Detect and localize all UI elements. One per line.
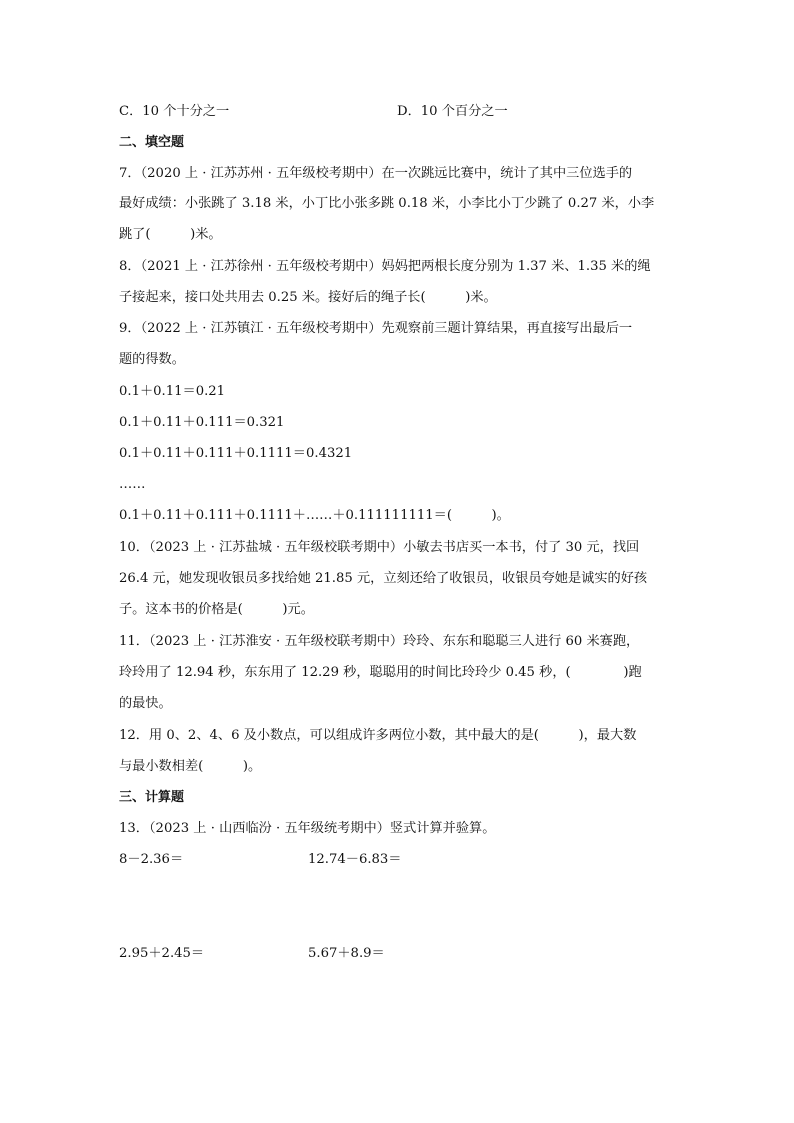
calc-problem-3: 2.95＋2.45＝ [119,946,205,961]
question-9-equation-1: 0.1＋0.11＝0.21 [119,384,226,399]
question-12-line-1: 12．用 0、2、4、6 及小数点，可以组成许多两位小数，其中最大的是( )，最大数 [119,728,637,743]
question-12-line-2: 与最小数相差( )。 [119,759,262,774]
question-11-line-1: 11．（2023 上 · 江苏淮安 · 五年级校联考期中）玲玲、东东和聪聪三人进行 60 米赛跑， [119,634,640,649]
question-7-line-1: 7．（2020 上 · 江苏苏州 · 五年级校考期中）在一次跳远比赛中，统计了其中三位选手的 [119,166,633,181]
question-9-line-1: 9．（2022 上 · 江苏镇江 · 五年级校考期中）先观察前三题计算结果，再直接写出最后一 [119,321,633,336]
question-7-line-2: 最好成绩：小张跳了 3.18 米，小丁比小张多跳 0.18 米，小李比小丁少跳了 0.27 米，小李 [119,196,655,211]
question-8-line-1: 8．（2021 上 · 江苏徐州 · 五年级校考期中）妈妈把两根长度分别为 1.37 米、1.35 米的绳 [119,259,651,274]
question-10-line-2: 26.4 元，她发现收银员多找给她 21.85 元，立刻还给了收银员，收银员夸她是诚实的好孩 [119,571,648,586]
option-c: C．10 个十分之一 [119,104,230,119]
question-10-line-3: 子。这本书的价格是( )元。 [119,602,314,617]
option-d: D．10 个百分之一 [397,104,508,119]
question-8-line-2: 子接起来，接口处共用去 0.25 米。接好后的绳子长( )米。 [119,290,497,305]
question-11-line-3: 的最快。 [119,696,172,711]
question-9-equation-4: 0.1＋0.11＋0.111＋0.1111＋……＋0.111111111＝( )。 [119,508,510,523]
question-11-line-2: 玲玲用了 12.94 秒，东东用了 12.29 秒，聪聪用的时间比玲玲少 0.45 秒，( )跑 [119,665,642,680]
question-9-equation-2: 0.1＋0.11＋0.111＝0.321 [119,415,285,430]
question-9-equation-3: 0.1＋0.11＋0.111＋0.1111＝0.4321 [119,446,353,461]
question-13-line-1: 13．（2023 上 · 山西临汾 · 五年级统考期中）竖式计算并验算。 [119,821,496,836]
question-9-line-2: 题的得数。 [119,352,185,367]
section-fill-in-blank-title: 二、填空题 [119,135,185,150]
question-9-ellipsis: …… [119,477,146,492]
calc-problem-4: 5.67＋8.9＝ [308,946,385,961]
calc-problem-1: 8－2.36＝ [119,852,184,867]
question-7-line-3: 跳了( )米。 [119,227,222,242]
question-10-line-1: 10．（2023 上 · 江苏盐城 · 五年级校联考期中）小敏去书店买一本书，付了 30 元，找回 [119,540,640,555]
calc-problem-2: 12.74－6.83＝ [308,852,402,867]
section-calculation-title: 三、计算题 [119,790,185,805]
